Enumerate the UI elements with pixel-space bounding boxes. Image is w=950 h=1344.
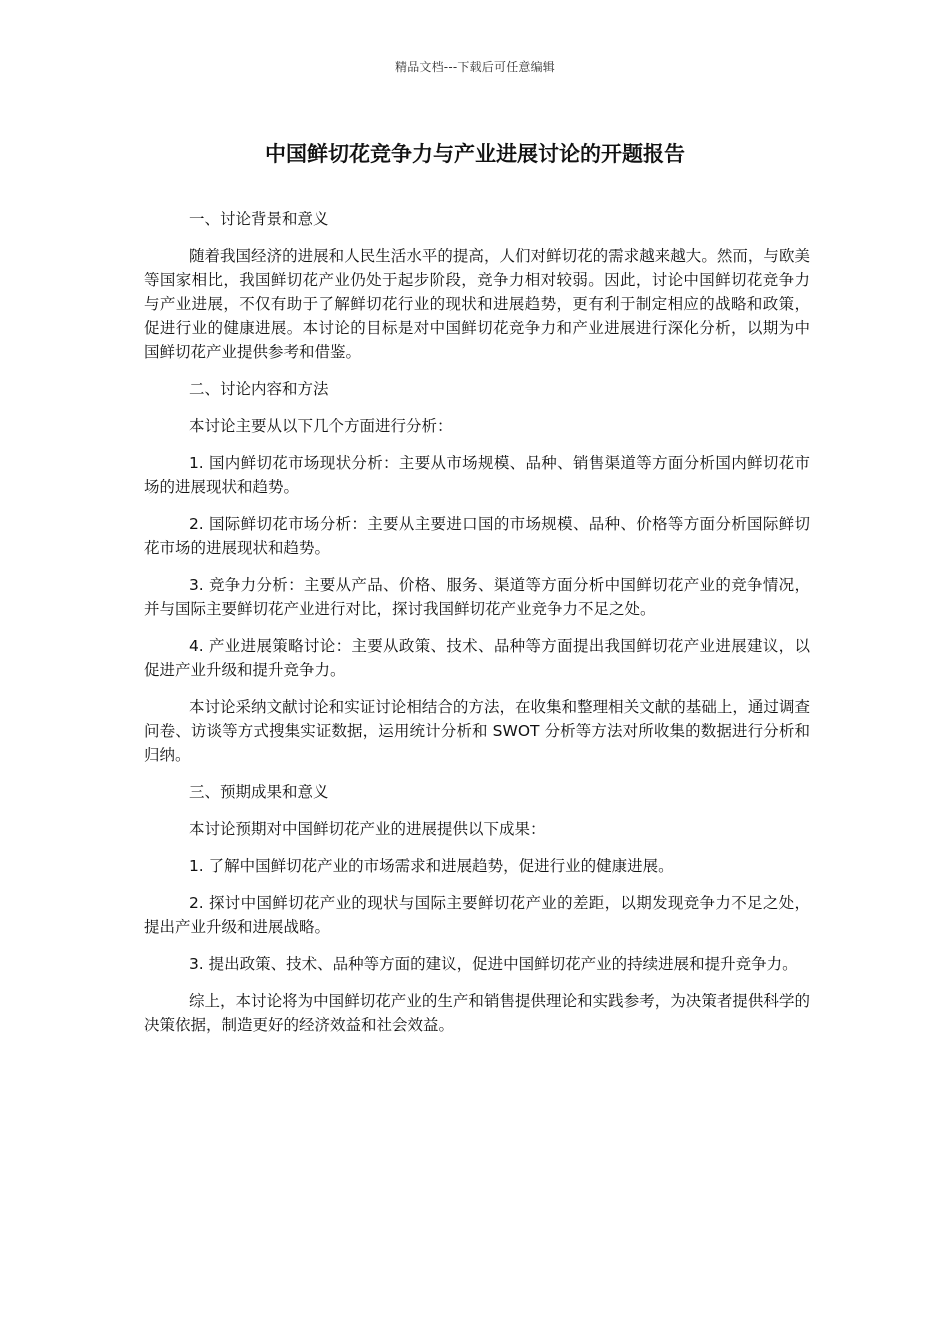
- paragraph-background: 随着我国经济的进展和人民生活水平的提高，人们对鲜切花的需求越来越大。然而，与欧美等国家相比，我国鲜切花产业仍处于起步阶段，竞争力相对较弱。因此，讨论中国鲜切花竞争力与产业进展，不仅有助于了解鲜切花行业的现状和进展趋势，更有利于制定相应的战略和政策，促进行业的健康进展。本讨论的目标是对中国鲜切花竞争力和产业进展进行深化分析，以期为中国鲜切花产业提供参考和借鉴。: [144, 247, 810, 361]
- paragraph-content-intro: 本讨论主要从以下几个方面进行分析：: [188, 417, 453, 435]
- list-item-international-market: 2. 国际鲜切花市场分析：主要从主要进口国的市场规模、品种、价格等方面分析国际鲜切花市场的进展现状和趋势。: [144, 515, 810, 557]
- list-item-result-2: 2. 探讨中国鲜切花产业的现状与国际主要鲜切花产业的差距，以期发现竞争力不足之处，提出产业升级和进展战略。: [144, 894, 810, 936]
- document-body: [144, 207, 810, 1050]
- paragraph-method: 本讨论采纳文献讨论和实证讨论相结合的方法，在收集和整理相关文献的基础上，通过调查问卷、访谈等方式搜集实证数据，运用统计分析和 SWOT 分析等方法对所收集的数据进行分析和归纳。: [144, 698, 810, 764]
- list-item-competitiveness: 3. 竞争力分析：主要从产品、价格、服务、渠道等方面分析中国鲜切花产业的竞争情况，并与国际主要鲜切花产业进行对比，探讨我国鲜切花产业竞争力不足之处。: [144, 576, 810, 618]
- list-item-result-3: 3. 提出政策、技术、品种等方面的建议，促进中国鲜切花产业的持续进展和提升竞争力。: [188, 955, 798, 973]
- document-title: 中国鲜切花竞争力与产业进展讨论的开题报告: [265, 142, 685, 166]
- paragraph-results-intro: 本讨论预期对中国鲜切花产业的进展提供以下成果：: [188, 820, 546, 838]
- section-heading-expected-results: 三、预期成果和意义: [188, 783, 329, 801]
- list-item-result-1: 1. 了解中国鲜切花产业的市场需求和进展趋势，促进行业的健康进展。: [188, 857, 674, 875]
- header-note: 精品文档---下载后可任意编辑: [395, 60, 555, 74]
- list-item-domestic-market: 1. 国内鲜切花市场现状分析：主要从市场规模、品种、销售渠道等方面分析国内鲜切花市场的进展现状和趋势。: [144, 454, 810, 496]
- paragraph-conclusion: 综上，本讨论将为中国鲜切花产业的生产和销售提供理论和实践参考，为决策者提供科学的决策依据，制造更好的经济效益和社会效益。: [144, 992, 810, 1034]
- list-item-strategy: 4. 产业进展策略讨论：主要从政策、技术、品种等方面提出我国鲜切花产业进展建议，以促进产业升级和提升竞争力。: [144, 637, 810, 679]
- section-heading-background: 一、讨论背景和意义: [188, 210, 329, 228]
- section-heading-content-method: 二、讨论内容和方法: [188, 380, 329, 398]
